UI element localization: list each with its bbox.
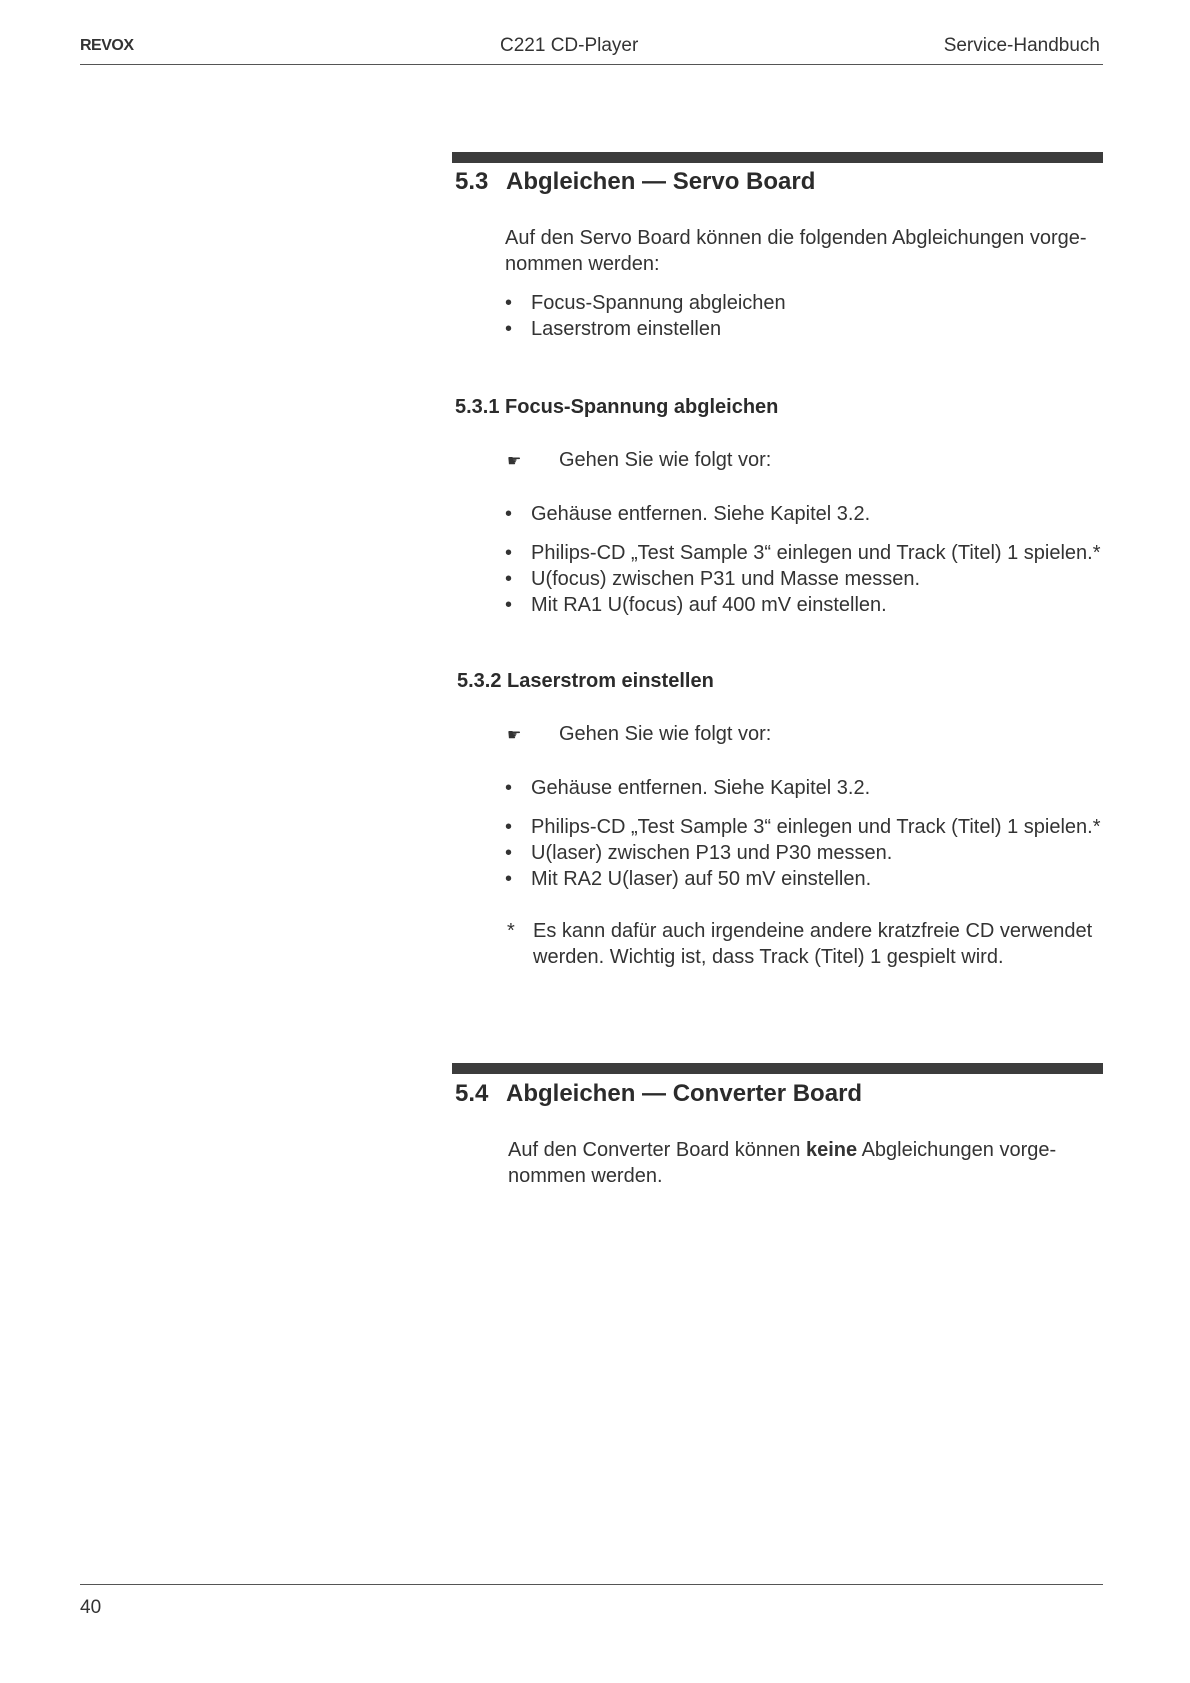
instruction-text: Gehen Sie wie folgt vor: bbox=[559, 449, 772, 471]
instruction-5-3-1 bbox=[507, 449, 771, 472]
step-list-first bbox=[505, 775, 870, 801]
list-item: • Focus-Spannung abgleichen bbox=[505, 290, 786, 316]
document-title: C221 CD-Player bbox=[500, 35, 639, 56]
step-list-5-3-2 bbox=[505, 814, 1101, 892]
footnote-asterisk: * bbox=[507, 920, 515, 942]
list-item: • U(focus) zwischen P31 und Masse messen. bbox=[505, 566, 1101, 592]
list-item: • Philips-CD „Test Sample 3“ einlegen und Track (Titel) 1 spielen.* bbox=[505, 540, 1101, 566]
text-line: nommen werden. bbox=[508, 1165, 663, 1187]
step-list-5-3-1 bbox=[505, 540, 1101, 618]
section-number: 5.4 bbox=[455, 1080, 489, 1107]
emphasis-text: keine bbox=[805, 1139, 858, 1161]
list-item: • Mit RA1 U(focus) auf 400 mV einstellen. bbox=[505, 592, 1101, 618]
section-intro-5-3 bbox=[505, 225, 1105, 277]
text-part: Abgleichungen vorge- bbox=[857, 1139, 1057, 1161]
list-item: • Gehäuse entfernen. Siehe Kapitel 3.2. bbox=[505, 775, 870, 801]
section-bar-5-3 bbox=[452, 152, 1103, 163]
section-title: Abgleichen — Servo Board bbox=[506, 168, 816, 195]
footnote-line: Es kann dafür auch irgendeine andere kratzfreie CD verwendet bbox=[533, 920, 1093, 942]
section-bar-5-4 bbox=[452, 1063, 1103, 1074]
page-number: 40 bbox=[80, 1597, 102, 1618]
footnote-line: werden. Wichtig ist, dass Track (Titel) 1 gespielt wird. bbox=[533, 946, 1004, 968]
list-item: • Mit RA2 U(laser) auf 50 mV einstellen. bbox=[505, 866, 1101, 892]
list-item: • Laserstrom einstellen bbox=[505, 316, 786, 342]
subsection-heading-5-3-2: 5.3.2 Laserstrom einstellen bbox=[457, 670, 714, 692]
subsection-heading-5-3-1: 5.3.1 Focus-Spannung abgleichen bbox=[455, 396, 779, 418]
section-heading-5-4 bbox=[455, 1080, 862, 1108]
list-item: • U(laser) zwischen P13 und P30 messen. bbox=[505, 840, 1101, 866]
pointing-hand-icon: ☛ bbox=[507, 453, 522, 470]
section-title: Abgleichen — Converter Board bbox=[506, 1080, 863, 1107]
footnote bbox=[507, 918, 1097, 970]
text-line bbox=[508, 1137, 1108, 1163]
step-list-first bbox=[505, 501, 870, 527]
intro-line: Auf den Servo Board können die folgenden Abgleichungen vorge- bbox=[505, 227, 1087, 249]
list-item: • Philips-CD „Test Sample 3“ einlegen und Track (Titel) 1 spielen.* bbox=[505, 814, 1101, 840]
instruction-5-3-2 bbox=[507, 723, 771, 746]
text-part: Auf den Converter Board können bbox=[508, 1139, 806, 1161]
section-heading-5-3 bbox=[455, 168, 815, 196]
section-number: 5.3 bbox=[455, 168, 489, 195]
adjustment-list bbox=[505, 290, 786, 342]
section-text-5-4 bbox=[508, 1137, 1108, 1189]
brand-logo: REVOX bbox=[80, 37, 134, 54]
intro-line: nommen werden: bbox=[505, 253, 660, 275]
header-divider bbox=[80, 64, 1103, 65]
instruction-text: Gehen Sie wie folgt vor: bbox=[559, 723, 772, 745]
pointing-hand-icon: ☛ bbox=[507, 727, 522, 744]
list-item: • Gehäuse entfernen. Siehe Kapitel 3.2. bbox=[505, 501, 870, 527]
footer-divider bbox=[80, 1584, 1103, 1585]
manual-type: Service-Handbuch bbox=[943, 35, 1100, 56]
